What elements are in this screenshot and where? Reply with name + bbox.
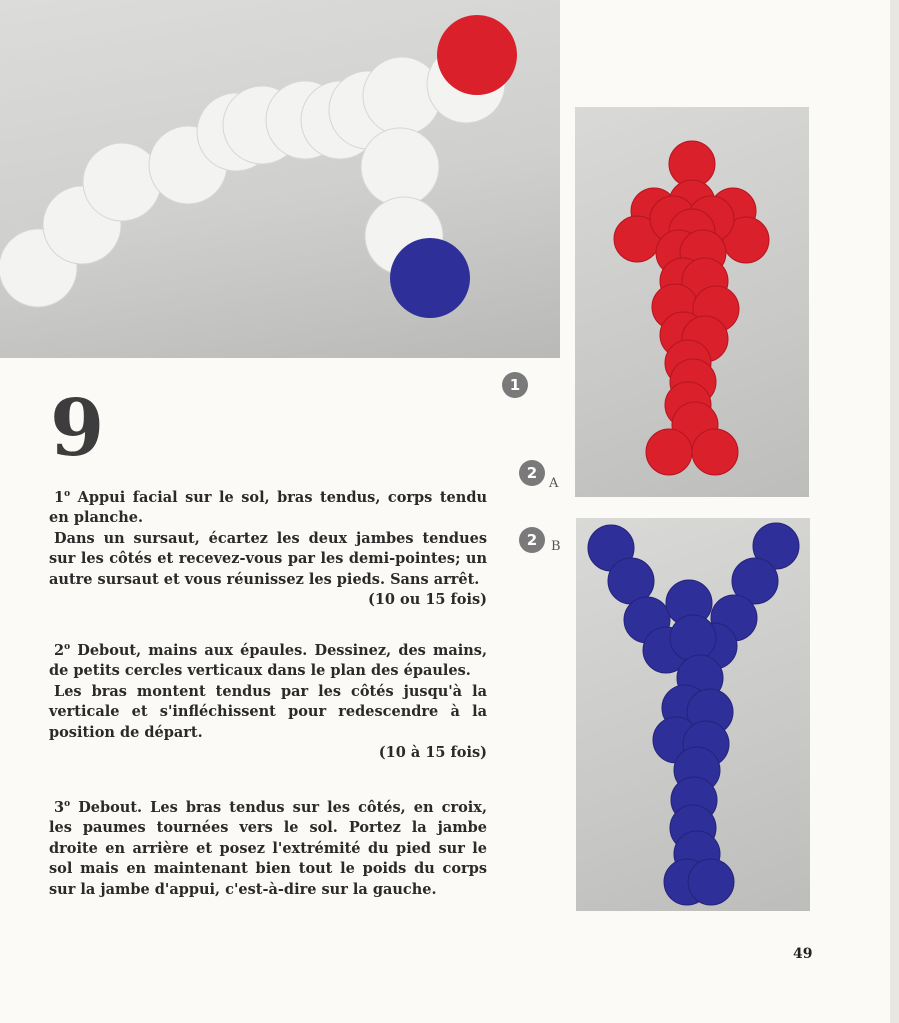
figure-badge-2a-suffix: A bbox=[549, 476, 559, 491]
plank-figure-discs bbox=[0, 0, 560, 358]
step-1-number: 1 bbox=[54, 488, 65, 506]
step-3-text: Debout. Les bras tendus sur les côtés, en croix, les paumes tournées vers le sol. Portez la jambe droite en arrière et posez l'extrémité du pied sur le sol mais en maintenant bien tout le poids du corps sur la jambe d'appui, c'est-à-dire sur la gauche. bbox=[49, 798, 487, 898]
step-1-detail: Dans un sursaut, écartez les deux jambes tendues sur les côtés et recevez-vous par les demi-pointes; un autre sursaut et vous réunissez les pieds. Sans arrêt. bbox=[49, 529, 487, 588]
figure-badge-2a: 2 bbox=[519, 460, 545, 486]
figure-badge-1: 1 bbox=[502, 372, 528, 398]
page-edge bbox=[890, 0, 899, 1023]
step-2-ordinal: o bbox=[64, 642, 71, 652]
exercise-number: 9 bbox=[50, 383, 105, 474]
step-2-repetitions: (10 à 15 fois) bbox=[378, 744, 487, 762]
step-3-number: 3 bbox=[54, 798, 65, 816]
step-3-intro bbox=[49, 794, 487, 900]
blue-figure-photo bbox=[576, 518, 810, 911]
step-3-ordinal: o bbox=[64, 799, 71, 809]
instruction-step-1 bbox=[49, 484, 487, 611]
step-2-detail: Les bras montent tendus par les côtés jusqu'à la verticale et s'infléchissent pour redescendre à la position de départ. bbox=[49, 682, 487, 741]
page-number: 49 bbox=[793, 946, 813, 962]
figure-badge-2b: 2 bbox=[519, 527, 545, 553]
step-2-intro bbox=[49, 637, 487, 682]
red-figure-photo bbox=[575, 107, 809, 497]
step-1-text: Appui facial sur le sol, bras tendus, corps tendu en planche. bbox=[49, 488, 487, 527]
plank-figure-photo bbox=[0, 0, 560, 358]
blue-figure-discs bbox=[576, 518, 810, 911]
instruction-step-3 bbox=[49, 794, 487, 900]
figure-badge-2b-suffix: B bbox=[551, 539, 561, 554]
red-figure-discs bbox=[575, 107, 809, 497]
step-1-ordinal: o bbox=[64, 489, 71, 499]
red-head-disc bbox=[437, 15, 517, 95]
blue-foot-disc bbox=[390, 238, 470, 318]
step-2-number: 2 bbox=[54, 641, 65, 659]
step-2-text: Debout, mains aux épaules. Dessinez, des mains, de petits cercles verticaux dans le plan des épaules. bbox=[49, 641, 487, 680]
instruction-step-2 bbox=[49, 637, 487, 764]
step-1-intro bbox=[49, 484, 487, 529]
step-1-repetitions: (10 ou 15 fois) bbox=[367, 591, 487, 609]
